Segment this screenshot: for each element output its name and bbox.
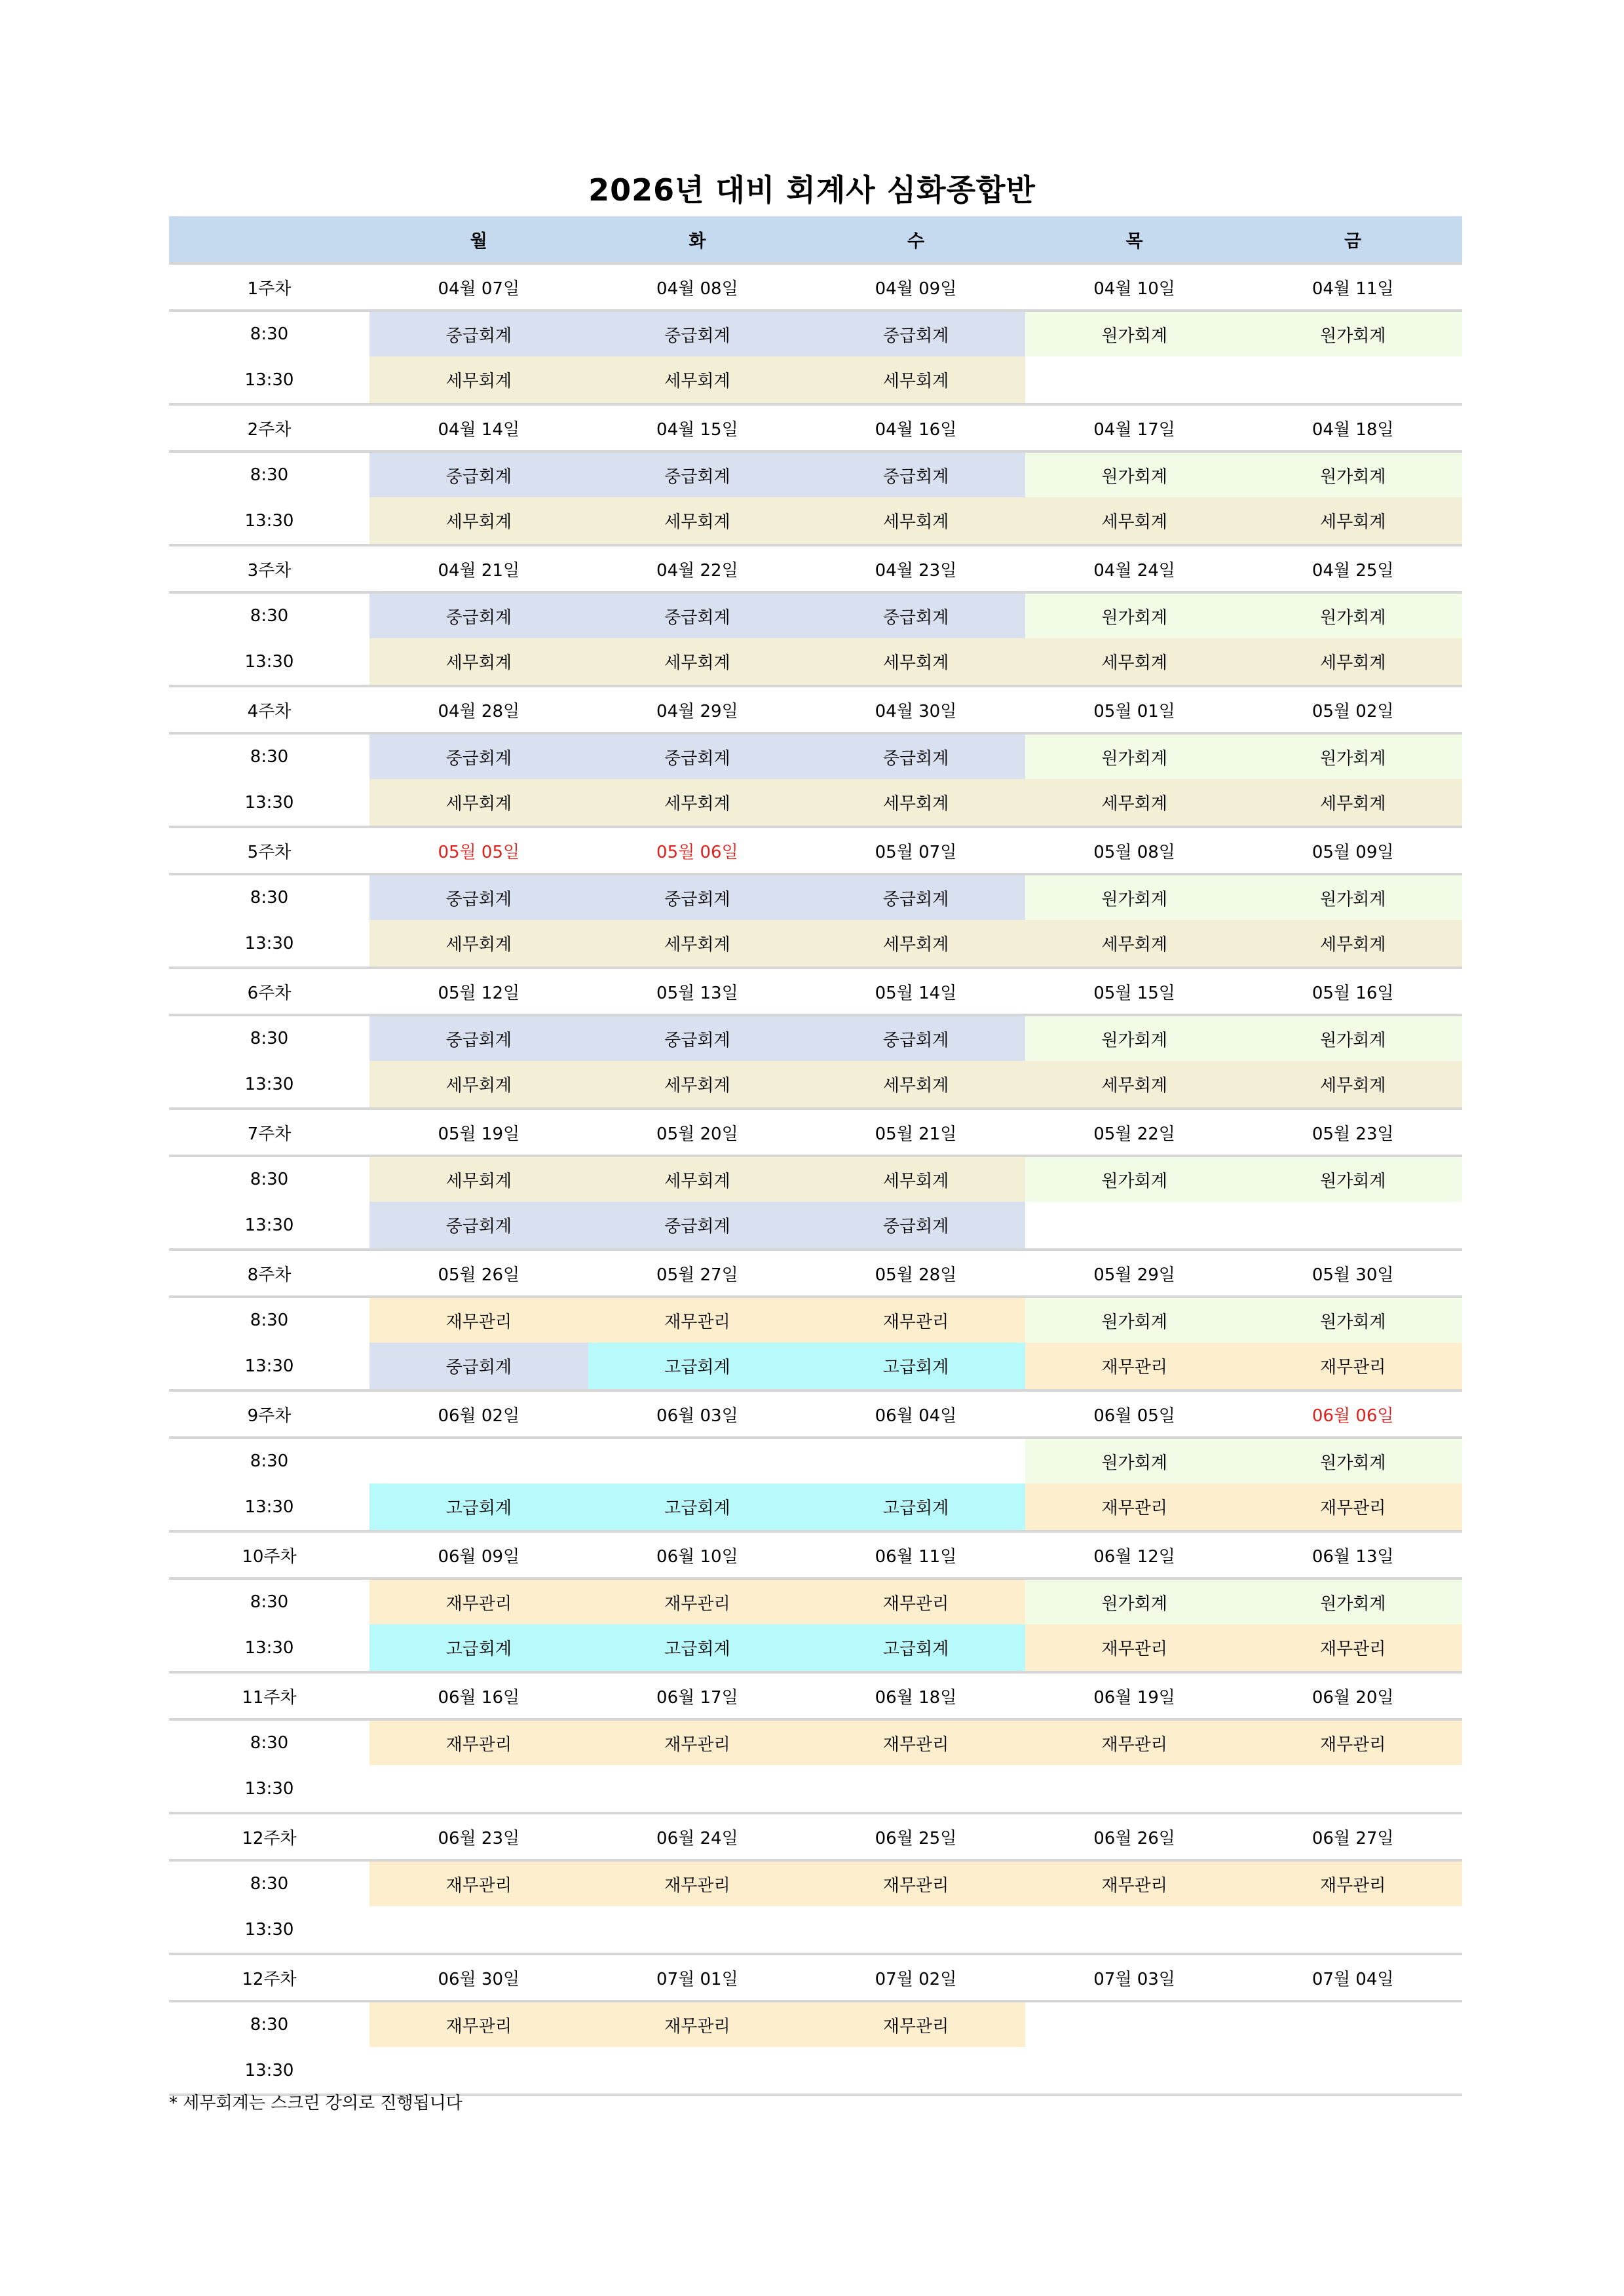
class-cell: 세무회계 — [369, 1061, 588, 1109]
date-cell: 06월 30일 — [369, 1954, 588, 2001]
class-cell: 세무회계 — [1025, 779, 1244, 827]
class-cell: 중급회계 — [369, 1202, 588, 1250]
class-cell — [806, 1765, 1025, 1813]
morning-row — [169, 733, 1462, 779]
class-cell: 중급회계 — [588, 451, 807, 497]
class-cell: 재무관리 — [1243, 1624, 1462, 1672]
class-cell: 중급회계 — [806, 733, 1025, 779]
date-cell: 04월 25일 — [1243, 545, 1462, 592]
schedule-body — [169, 263, 1462, 2095]
schedule-table — [169, 216, 1462, 2096]
week-row — [169, 1390, 1462, 1438]
week-row — [169, 263, 1462, 311]
class-cell: 세무회계 — [1025, 920, 1244, 968]
time-label: 8:30 — [169, 1297, 369, 1343]
date-cell: 05월 22일 — [1025, 1109, 1244, 1156]
class-cell: 세무회계 — [588, 779, 807, 827]
class-cell: 고급회계 — [588, 1624, 807, 1672]
morning-row — [169, 1438, 1462, 1483]
class-cell: 중급회계 — [588, 733, 807, 779]
date-cell: 06월 18일 — [806, 1672, 1025, 1719]
class-cell: 원가회계 — [1243, 1297, 1462, 1343]
date-cell: 04월 28일 — [369, 686, 588, 733]
class-cell: 원가회계 — [1243, 592, 1462, 638]
date-cell: 06월 26일 — [1025, 1813, 1244, 1860]
class-cell: 세무회계 — [806, 920, 1025, 968]
date-cell: 05월 02일 — [1243, 686, 1462, 733]
date-cell: 06월 11일 — [806, 1531, 1025, 1578]
time-label: 8:30 — [169, 2001, 369, 2047]
class-cell: 재무관리 — [1025, 1719, 1244, 1765]
date-cell: 05월 26일 — [369, 1250, 588, 1297]
class-cell: 원가회계 — [1025, 1297, 1244, 1343]
class-cell: 원가회계 — [1243, 1438, 1462, 1483]
class-cell: 원가회계 — [1025, 874, 1244, 920]
class-cell: 세무회계 — [369, 497, 588, 545]
class-cell: 원가회계 — [1243, 451, 1462, 497]
class-cell: 세무회계 — [806, 638, 1025, 686]
header-blank — [169, 216, 369, 263]
class-cell: 고급회계 — [588, 1343, 807, 1390]
date-cell: 07월 01일 — [588, 1954, 807, 2001]
date-cell: 06월 09일 — [369, 1531, 588, 1578]
class-cell: 재무관리 — [1243, 1343, 1462, 1390]
class-cell: 재무관리 — [1243, 1483, 1462, 1531]
week-label: 4주차 — [169, 686, 369, 733]
class-cell — [369, 1765, 588, 1813]
class-cell: 중급회계 — [806, 1202, 1025, 1250]
week-label: 2주차 — [169, 404, 369, 451]
class-cell: 세무회계 — [806, 497, 1025, 545]
week-label: 11주차 — [169, 1672, 369, 1719]
date-cell: 07월 04일 — [1243, 1954, 1462, 2001]
class-cell — [1243, 2047, 1462, 2095]
class-cell: 세무회계 — [588, 638, 807, 686]
class-cell: 원가회계 — [1243, 874, 1462, 920]
class-cell: 세무회계 — [806, 779, 1025, 827]
class-cell: 원가회계 — [1025, 1156, 1244, 1202]
class-cell: 세무회계 — [1243, 1061, 1462, 1109]
date-cell: 05월 30일 — [1243, 1250, 1462, 1297]
morning-row — [169, 874, 1462, 920]
date-cell: 06월 27일 — [1243, 1813, 1462, 1860]
morning-row — [169, 1156, 1462, 1202]
class-cell: 재무관리 — [1025, 1624, 1244, 1672]
class-cell: 원가회계 — [1025, 733, 1244, 779]
class-cell: 고급회계 — [806, 1624, 1025, 1672]
date-cell: 04월 29일 — [588, 686, 807, 733]
date-cell: 06월 17일 — [588, 1672, 807, 1719]
week-label: 10주차 — [169, 1531, 369, 1578]
class-cell: 재무관리 — [806, 1578, 1025, 1624]
class-cell — [1243, 1765, 1462, 1813]
time-label: 8:30 — [169, 874, 369, 920]
class-cell: 중급회계 — [369, 874, 588, 920]
afternoon-row — [169, 638, 1462, 686]
class-cell — [1243, 356, 1462, 404]
date-cell: 05월 16일 — [1243, 968, 1462, 1015]
time-label: 13:30 — [244, 651, 294, 672]
time-label: 8:30 — [169, 1719, 369, 1765]
class-cell: 중급회계 — [369, 451, 588, 497]
class-cell: 고급회계 — [806, 1483, 1025, 1531]
date-cell: 04월 30일 — [806, 686, 1025, 733]
morning-row — [169, 1860, 1462, 1906]
class-cell — [1243, 2001, 1462, 2047]
time-label: 13:30 — [244, 1215, 294, 1235]
date-cell: 06월 16일 — [369, 1672, 588, 1719]
week-label: 12주차 — [169, 1813, 369, 1860]
date-cell: 06월 23일 — [369, 1813, 588, 1860]
time-label: 8:30 — [169, 592, 369, 638]
class-cell — [1025, 1906, 1244, 1954]
class-cell: 세무회계 — [1025, 638, 1244, 686]
class-cell: 중급회계 — [369, 311, 588, 356]
date-cell: 05월 23일 — [1243, 1109, 1462, 1156]
class-cell: 세무회계 — [369, 1156, 588, 1202]
class-cell: 원가회계 — [1025, 451, 1244, 497]
class-cell: 세무회계 — [588, 497, 807, 545]
class-cell — [588, 1438, 807, 1483]
date-cell: 04월 11일 — [1243, 263, 1462, 311]
date-cell: 04월 09일 — [806, 263, 1025, 311]
class-cell: 재무관리 — [806, 1860, 1025, 1906]
date-cell: 05월 09일 — [1243, 827, 1462, 874]
afternoon-row — [169, 779, 1462, 827]
class-cell — [806, 1906, 1025, 1954]
class-cell — [1025, 2001, 1244, 2047]
week-label: 8주차 — [169, 1250, 369, 1297]
morning-row — [169, 1719, 1462, 1765]
class-cell: 중급회계 — [588, 1015, 807, 1061]
week-row — [169, 827, 1462, 874]
date-cell: 06월 02일 — [369, 1390, 588, 1438]
class-cell: 원가회계 — [1243, 311, 1462, 356]
date-cell: 06월 20일 — [1243, 1672, 1462, 1719]
afternoon-row — [169, 920, 1462, 968]
afternoon-row — [169, 2047, 1462, 2095]
class-cell: 고급회계 — [369, 1483, 588, 1531]
class-cell — [588, 1906, 807, 1954]
time-label: 8:30 — [169, 1015, 369, 1061]
date-cell: 04월 23일 — [806, 545, 1025, 592]
class-cell: 중급회계 — [369, 733, 588, 779]
time-label: 8:30 — [169, 451, 369, 497]
time-label: 13:30 — [244, 1074, 294, 1094]
date-cell: 04월 21일 — [369, 545, 588, 592]
class-cell — [1025, 1202, 1244, 1250]
class-cell: 중급회계 — [369, 592, 588, 638]
class-cell: 원가회계 — [1025, 592, 1244, 638]
morning-row — [169, 451, 1462, 497]
time-label: 8:30 — [169, 1156, 369, 1202]
header-thu: 목 — [1025, 216, 1244, 263]
class-cell: 재무관리 — [1243, 1719, 1462, 1765]
date-cell: 04월 24일 — [1025, 545, 1244, 592]
class-cell: 중급회계 — [806, 1015, 1025, 1061]
class-cell: 고급회계 — [806, 1343, 1025, 1390]
class-cell: 세무회계 — [1243, 497, 1462, 545]
week-row — [169, 1109, 1462, 1156]
date-cell: 05월 13일 — [588, 968, 807, 1015]
class-cell: 재무관리 — [806, 1719, 1025, 1765]
class-cell — [588, 2047, 807, 2095]
class-cell: 재무관리 — [806, 1297, 1025, 1343]
morning-row — [169, 1297, 1462, 1343]
date-cell: 07월 03일 — [1025, 1954, 1244, 2001]
class-cell: 원가회계 — [1243, 1156, 1462, 1202]
week-label: 1주차 — [169, 263, 369, 311]
class-cell: 세무회계 — [1243, 638, 1462, 686]
date-cell: 06월 24일 — [588, 1813, 807, 1860]
class-cell: 중급회계 — [806, 311, 1025, 356]
class-cell: 재무관리 — [588, 1578, 807, 1624]
time-label: 8:30 — [169, 1860, 369, 1906]
week-row — [169, 545, 1462, 592]
time-label: 13:30 — [244, 792, 294, 813]
date-cell: 05월 19일 — [369, 1109, 588, 1156]
date-cell: 06월 25일 — [806, 1813, 1025, 1860]
morning-row — [169, 1015, 1462, 1061]
class-cell: 세무회계 — [806, 1156, 1025, 1202]
header-mon: 월 — [369, 216, 588, 263]
week-row — [169, 404, 1462, 451]
afternoon-row — [169, 356, 1462, 404]
afternoon-row — [169, 1624, 1462, 1672]
class-cell: 원가회계 — [1243, 733, 1462, 779]
date-cell: 06월 06일 — [1243, 1390, 1462, 1438]
afternoon-row — [169, 1202, 1462, 1250]
class-cell: 세무회계 — [588, 1156, 807, 1202]
class-cell: 고급회계 — [588, 1483, 807, 1531]
time-label: 13:30 — [244, 1637, 294, 1658]
class-cell: 재무관리 — [588, 1719, 807, 1765]
afternoon-row — [169, 497, 1462, 545]
time-label: 13:30 — [244, 1919, 294, 1940]
class-cell: 세무회계 — [369, 920, 588, 968]
time-label: 13:30 — [244, 1497, 294, 1517]
date-cell: 06월 04일 — [806, 1390, 1025, 1438]
class-cell: 세무회계 — [369, 356, 588, 404]
class-cell: 재무관리 — [806, 2001, 1025, 2047]
header-fri: 금 — [1243, 216, 1462, 263]
date-cell: 05월 21일 — [806, 1109, 1025, 1156]
date-cell: 04월 08일 — [588, 263, 807, 311]
class-cell — [1025, 2047, 1244, 2095]
class-cell: 원가회계 — [1025, 1438, 1244, 1483]
class-cell — [1025, 356, 1244, 404]
class-cell: 원가회계 — [1243, 1578, 1462, 1624]
week-label: 5주차 — [169, 827, 369, 874]
week-label: 3주차 — [169, 545, 369, 592]
class-cell — [1243, 1906, 1462, 1954]
date-cell: 04월 10일 — [1025, 263, 1244, 311]
class-cell: 세무회계 — [588, 356, 807, 404]
date-cell: 06월 10일 — [588, 1531, 807, 1578]
afternoon-row — [169, 1343, 1462, 1390]
week-row — [169, 1250, 1462, 1297]
class-cell: 재무관리 — [369, 2001, 588, 2047]
date-cell: 05월 29일 — [1025, 1250, 1244, 1297]
afternoon-row — [169, 1765, 1462, 1813]
class-cell — [369, 1438, 588, 1483]
week-row — [169, 1531, 1462, 1578]
week-label: 12주차 — [169, 1954, 369, 2001]
time-label: 8:30 — [169, 1578, 369, 1624]
class-cell: 원가회계 — [1025, 311, 1244, 356]
date-cell: 04월 16일 — [806, 404, 1025, 451]
date-cell: 05월 06일 — [588, 827, 807, 874]
week-label: 6주차 — [169, 968, 369, 1015]
class-cell — [806, 1438, 1025, 1483]
date-cell: 04월 22일 — [588, 545, 807, 592]
date-cell: 06월 03일 — [588, 1390, 807, 1438]
date-cell: 04월 14일 — [369, 404, 588, 451]
time-label: 8:30 — [169, 1438, 369, 1483]
class-cell: 원가회계 — [1243, 1015, 1462, 1061]
class-cell: 중급회계 — [369, 1343, 588, 1390]
week-row — [169, 1672, 1462, 1719]
class-cell: 중급회계 — [806, 874, 1025, 920]
table-header-row — [169, 216, 1462, 263]
class-cell: 원가회계 — [1025, 1015, 1244, 1061]
class-cell: 재무관리 — [588, 2001, 807, 2047]
week-label: 7주차 — [169, 1109, 369, 1156]
class-cell: 세무회계 — [806, 356, 1025, 404]
header-wed: 수 — [806, 216, 1025, 263]
date-cell: 05월 27일 — [588, 1250, 807, 1297]
class-cell: 재무관리 — [588, 1860, 807, 1906]
class-cell: 중급회계 — [806, 451, 1025, 497]
time-label: 13:30 — [244, 933, 294, 953]
time-label: 8:30 — [169, 311, 369, 356]
afternoon-row — [169, 1061, 1462, 1109]
morning-row — [169, 592, 1462, 638]
week-row — [169, 1954, 1462, 2001]
class-cell: 세무회계 — [1243, 920, 1462, 968]
class-cell — [369, 2047, 588, 2095]
week-row — [169, 686, 1462, 733]
week-label: 9주차 — [169, 1390, 369, 1438]
class-cell — [588, 1765, 807, 1813]
date-cell: 06월 05일 — [1025, 1390, 1244, 1438]
date-cell: 05월 12일 — [369, 968, 588, 1015]
time-label: 13:30 — [244, 1778, 294, 1799]
date-cell: 05월 20일 — [588, 1109, 807, 1156]
class-cell: 세무회계 — [588, 920, 807, 968]
time-label: 13:30 — [244, 1356, 294, 1376]
class-cell: 중급회계 — [806, 592, 1025, 638]
class-cell: 재무관리 — [369, 1860, 588, 1906]
date-cell: 04월 15일 — [588, 404, 807, 451]
date-cell: 05월 01일 — [1025, 686, 1244, 733]
date-cell: 04월 17일 — [1025, 404, 1244, 451]
date-cell: 05월 08일 — [1025, 827, 1244, 874]
date-cell: 05월 07일 — [806, 827, 1025, 874]
class-cell: 중급회계 — [588, 311, 807, 356]
class-cell: 세무회계 — [1243, 779, 1462, 827]
afternoon-row — [169, 1483, 1462, 1531]
date-cell: 06월 19일 — [1025, 1672, 1244, 1719]
class-cell: 재무관리 — [1243, 1860, 1462, 1906]
class-cell: 중급회계 — [588, 874, 807, 920]
class-cell: 재무관리 — [1025, 1483, 1244, 1531]
class-cell: 재무관리 — [369, 1297, 588, 1343]
time-label: 8:30 — [169, 733, 369, 779]
class-cell — [1243, 1202, 1462, 1250]
class-cell: 세무회계 — [369, 638, 588, 686]
class-cell: 재무관리 — [369, 1578, 588, 1624]
date-cell: 05월 05일 — [369, 827, 588, 874]
week-row — [169, 1813, 1462, 1860]
page-title: 2026년 대비 회계사 심화종합반 — [588, 172, 1036, 208]
class-cell: 고급회계 — [369, 1624, 588, 1672]
time-label: 13:30 — [169, 2047, 369, 2095]
week-row — [169, 968, 1462, 1015]
class-cell: 세무회계 — [588, 1061, 807, 1109]
class-cell: 중급회계 — [369, 1015, 588, 1061]
class-cell: 중급회계 — [588, 1202, 807, 1250]
class-cell: 세무회계 — [369, 779, 588, 827]
date-cell: 04월 18일 — [1243, 404, 1462, 451]
date-cell: 05월 14일 — [806, 968, 1025, 1015]
class-cell: 세무회계 — [806, 1061, 1025, 1109]
header-tue: 화 — [588, 216, 807, 263]
class-cell: 중급회계 — [588, 592, 807, 638]
class-cell: 세무회계 — [1025, 497, 1244, 545]
class-cell: 원가회계 — [1025, 1578, 1244, 1624]
class-cell: 재무관리 — [588, 1297, 807, 1343]
class-cell: 세무회계 — [1025, 1061, 1244, 1109]
class-cell: 재무관리 — [1025, 1343, 1244, 1390]
class-cell: 재무관리 — [369, 1719, 588, 1765]
date-cell: 06월 12일 — [1025, 1531, 1244, 1578]
class-cell — [1025, 1765, 1244, 1813]
date-cell: 05월 15일 — [1025, 968, 1244, 1015]
date-cell: 07월 02일 — [806, 1954, 1025, 2001]
morning-row — [169, 311, 1462, 356]
morning-row — [169, 1578, 1462, 1624]
footnote: * 세무회계는 스크린 강의로 진행됩니다 — [169, 2094, 463, 2113]
time-label: 13:30 — [244, 370, 294, 390]
afternoon-row — [169, 1906, 1462, 1954]
date-cell: 04월 07일 — [369, 263, 588, 311]
morning-row — [169, 2001, 1462, 2047]
class-cell — [806, 2047, 1025, 2095]
class-cell — [369, 1906, 588, 1954]
time-label: 13:30 — [244, 510, 294, 531]
date-cell: 06월 13일 — [1243, 1531, 1462, 1578]
class-cell: 재무관리 — [1025, 1860, 1244, 1906]
date-cell: 05월 28일 — [806, 1250, 1025, 1297]
